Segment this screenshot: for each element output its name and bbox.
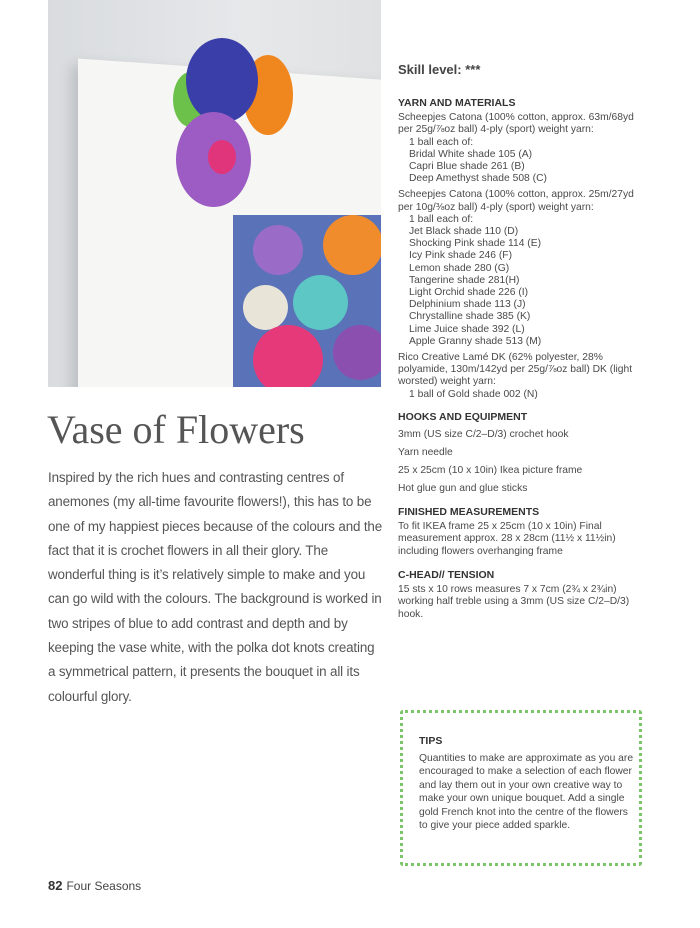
page-number: 82 bbox=[48, 878, 63, 893]
tension-text: 15 sts x 10 rows measures 7 x 7cm (2¾ x 2¾in) working half treble using a 3mm (US size C/2–D/3) hook. bbox=[398, 584, 630, 620]
hooks-heading: HOOKS AND EQUIPMENT bbox=[398, 410, 528, 423]
yarn-desc: Rico Creative Lamé DK (62% polyester, 28% polyamide, 130m/142yd per 25g/⅞oz ball) DK (light worsted) weight yarn: bbox=[398, 352, 633, 388]
hooks-item: 3mm (US size C/2–D/3) crochet hook bbox=[398, 429, 569, 441]
framed-artwork bbox=[233, 215, 381, 387]
measurements-heading: FINISHED MEASUREMENTS bbox=[398, 506, 540, 519]
yarn-desc: Scheepjes Catona (100% cotton, approx. 25m/27yd per 10g/⅜oz ball) 4-ply (sport) weight yarn: bbox=[398, 189, 634, 213]
yarn-section bbox=[398, 97, 648, 625]
yarn-item: Bridal White shade 105 (A) bbox=[409, 148, 533, 160]
yarn-item: Lime Juice shade 392 (L) bbox=[409, 323, 525, 335]
tips-box bbox=[400, 710, 642, 866]
yarn-item: Light Orchid shade 226 (I) bbox=[409, 287, 529, 299]
yarn-item: Capri Blue shade 261 (B) bbox=[409, 161, 525, 173]
tips-heading: TIPS bbox=[419, 735, 443, 747]
yarn-item: Delphinium shade 113 (J) bbox=[409, 299, 526, 311]
page-title: Vase of Flowers bbox=[47, 407, 305, 452]
hooks-item: Yarn needle bbox=[398, 447, 453, 459]
tension-heading: C-HEAD// TENSION bbox=[398, 568, 495, 581]
yarn-item: Icy Pink shade 246 (F) bbox=[409, 250, 513, 262]
hooks-item: Hot glue gun and glue sticks bbox=[398, 483, 528, 495]
yarn-item: Tangerine shade 281(H) bbox=[409, 274, 520, 286]
yarn-item: Jet Black shade 110 (D) bbox=[409, 226, 519, 238]
measurements-text: To fit IKEA frame 25 x 25cm (10 x 10in) Final measurement approx. 28 x 28cm (11½ x 11½in) including flowers overhanging frame bbox=[398, 521, 616, 557]
yarn-heading: YARN AND MATERIALS bbox=[398, 97, 516, 109]
hooks-item: 25 x 25cm (10 x 10in) Ikea picture frame bbox=[398, 465, 583, 477]
vase-of-flowers-photo bbox=[48, 0, 381, 387]
book-title: Four Seasons bbox=[66, 879, 142, 893]
yarn-sub: 1 ball of Gold shade 002 (N) bbox=[409, 388, 538, 400]
yarn-sub: 1 ball each of: bbox=[409, 213, 474, 225]
intro-text: Inspired by the rich hues and contrasting centres of anemones (my all-time favourite flowers!), this has to be one of my happiest pieces because of the colours and the fact that it is crochet flowers in all their glory. The wonderful thing is it’s relatively simple to make and you can go wild with the colours. The background is worked in two stripes of blue to add contrast and depth and by keeping the vase white, with the polka dot knots creating a symmetrical pattern, it presents the bouquet in all its colourful glory. bbox=[48, 470, 383, 704]
yarn-item: Shocking Pink shade 114 (E) bbox=[409, 238, 542, 250]
skill-level: Skill level: *** bbox=[398, 62, 481, 77]
yarn-desc: Scheepjes Catona (100% cotton, approx. 63m/68yd per 25g/⅞oz ball) 4-ply (sport) weight yarn: bbox=[398, 112, 634, 136]
yarn-item: Deep Amethyst shade 508 (C) bbox=[409, 173, 547, 185]
tips-text: Quantities to make are approximate as you are encouraged to make a selection of each flower and lay them out in your own creative way to make your own unique bouquet. Add a single gold French knot into the centre of the flowers to give your piece added sparkle. bbox=[419, 752, 634, 831]
yarn-sub: 1 ball each of: bbox=[409, 136, 474, 148]
yarn-item: Apple Granny shade 513 (M) bbox=[409, 335, 542, 347]
page-footer bbox=[48, 878, 141, 893]
yarn-item: Chrystalline shade 385 (K) bbox=[409, 311, 531, 323]
yarn-item: Lemon shade 280 (G) bbox=[409, 262, 510, 274]
